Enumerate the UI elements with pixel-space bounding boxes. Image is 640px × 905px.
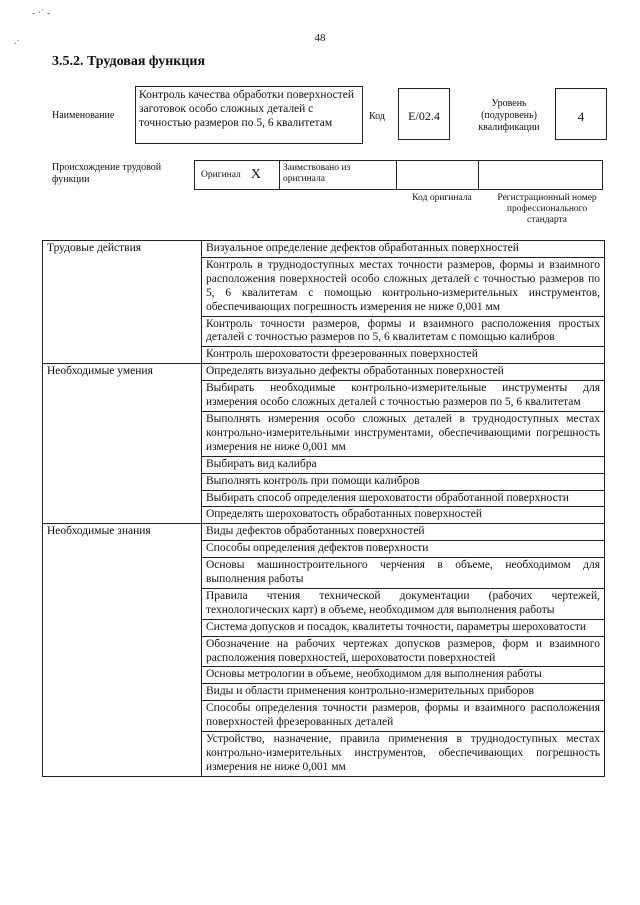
scan-mark: - ·˙ - <box>32 8 51 19</box>
original-cell <box>194 160 280 190</box>
function-code-box: E/02.4 <box>398 88 450 140</box>
category-required-skills: Необходимые умения <box>43 364 202 524</box>
list-item: Выполнять измерения особо сложных деталей в труднодоступных местах контрольно-измерительными инструментами, обеспечивающими погрешность измерения не ниже 0,001 мм <box>202 411 605 456</box>
list-item: Контроль шероховатости фрезерованных поверхностей <box>202 347 605 364</box>
list-item: Выполнять контроль при помощи калибров <box>202 473 605 490</box>
table-row <box>43 241 605 258</box>
list-item: Определять шероховатость обработанных поверхностей <box>202 507 605 524</box>
qualification-level-box: 4 <box>555 88 607 140</box>
origin-row <box>195 160 605 190</box>
table-row <box>43 364 605 381</box>
list-item: Визуальное определение дефектов обработанных поверхностей <box>202 241 605 258</box>
original-mark: X <box>250 167 261 182</box>
category-required-knowledge: Необходимые знания <box>43 524 202 777</box>
list-item: Определять визуально дефекты обработанных поверхностей <box>202 364 605 381</box>
borrowed-cell: Заимствовано из оригинала <box>279 160 397 190</box>
table-row <box>43 524 605 541</box>
origin-label: Происхождение трудовой функции <box>52 162 162 185</box>
original-code-cell <box>396 160 479 190</box>
list-item: Основы машиностроительного черчения в объеме, необходимом для выполнения работы <box>202 558 605 589</box>
page-number: 48 <box>314 32 326 44</box>
list-item: Способы определения дефектов поверхности <box>202 541 605 558</box>
list-item: Виды дефектов обработанных поверхностей <box>202 524 605 541</box>
list-item: Выбирать необходимые контрольно-измерительные инструменты для измерения особо сложных деталей с точностью размеров по 5, 6 квалитетам <box>202 381 605 412</box>
list-item: Правила чтения технической документации (рабочих чертежей, технологических карт) в объеме, необходимом для выполнения работы <box>202 588 605 619</box>
section-title: 3.5.2. Трудовая функция <box>52 54 206 69</box>
list-item: Основы метрологии в объеме, необходимом для выполнения работы <box>202 667 605 684</box>
reg-number-cell <box>478 160 603 190</box>
category-labor-actions: Трудовые действия <box>43 241 202 364</box>
list-item: Обозначение на рабочих чертежах допусков размеров, форм и взаимного расположения поверхностей, шероховатости поверхностей <box>202 636 605 667</box>
list-item: Устройство, назначение, правила применения в труднодоступных местах контрольно-измерительных инструментов, обеспечивающих погрешность измерения не ниже 0,001 мм <box>202 732 605 777</box>
list-item: Виды и области применения контрольно-измерительных приборов <box>202 684 605 701</box>
reg-number-label: Регистрационный номер профессионального стандарта <box>497 193 597 225</box>
list-item: Способы определения точности размеров, формы и взаимного расположения поверхностей фрезерованных деталей <box>202 701 605 732</box>
function-details-table <box>42 240 605 777</box>
original-code-label: Код оригинала <box>412 193 472 203</box>
list-item: Выбирать способ определения шероховатости обработанной поверхности <box>202 490 605 507</box>
list-item: Система допусков и посадок, квалитеты точности, параметры шероховатости <box>202 619 605 636</box>
list-item: Выбирать вид калибра <box>202 456 605 473</box>
name-label: Наименование <box>52 110 115 121</box>
original-label: Оригинал <box>201 169 241 180</box>
function-name-box: Контроль качества обработки поверхностей заготовок особо сложных деталей с точностью размеров по 5, 6 квалитетам <box>135 86 363 144</box>
code-label: Код <box>369 111 385 122</box>
list-item: Контроль в труднодоступных местах точности размеров, формы и взаимного расположения поверхностей особо сложных деталей с точностью размеров по 5, 6 квалитетам с помощью контрольно-измерительных инструментов, обеспечивающих погрешность измерения не ниже 0,001 мм <box>202 257 605 316</box>
level-label: Уровень (подуровень) квалификации <box>478 98 540 133</box>
scan-mark: .· <box>14 36 20 47</box>
list-item: Контроль точности размеров, формы и взаимного расположения простых деталей с точностью размеров по 5, 6 квалитетам с помощью калибров <box>202 316 605 347</box>
